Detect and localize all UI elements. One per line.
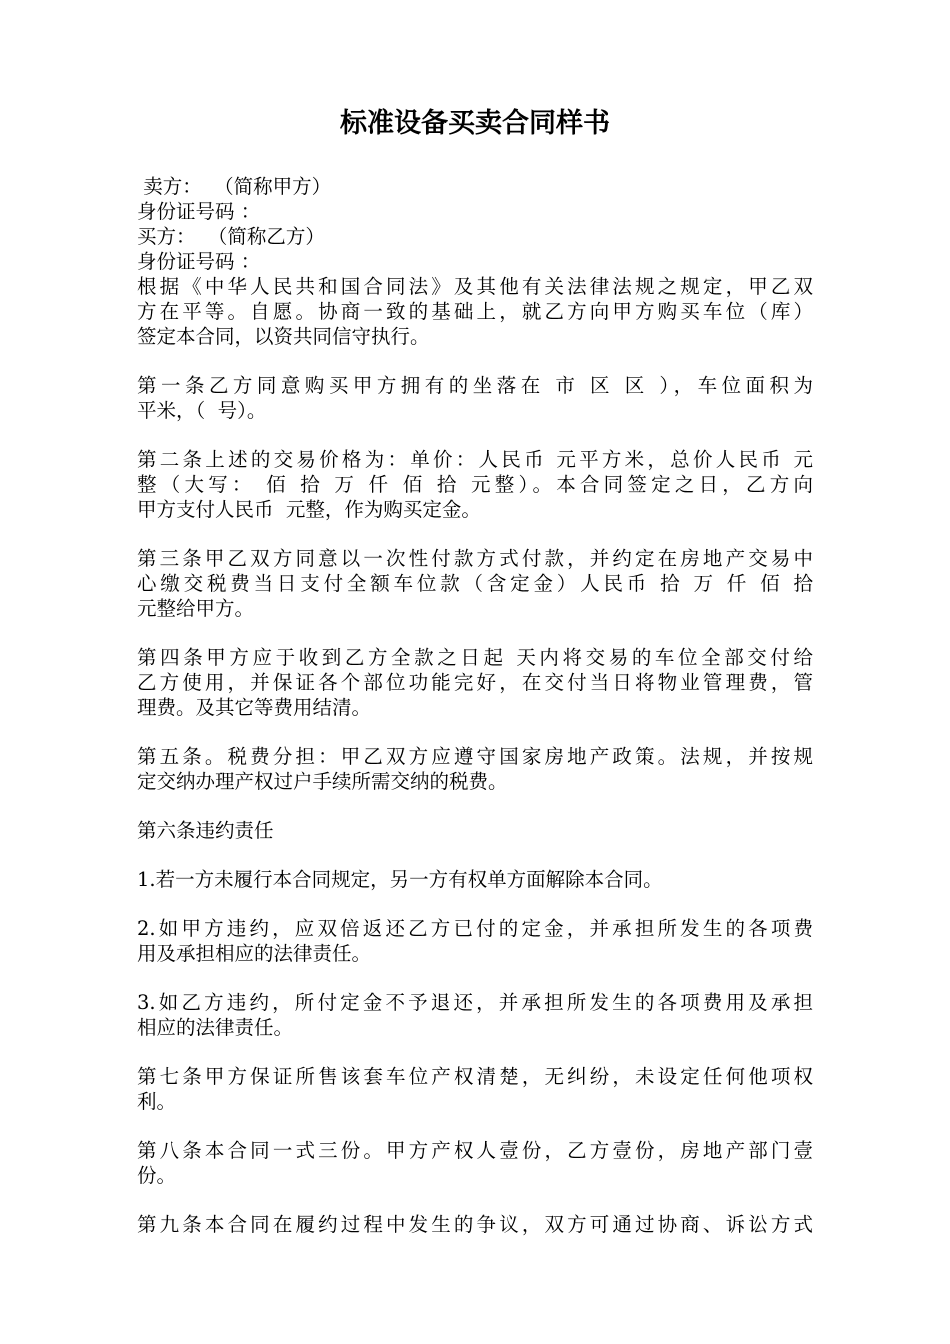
- paragraph-line: 方在平等。自愿。协商一致的基础上，就乙方向甲方购买车位（库）: [137, 300, 813, 323]
- paragraph-line: 心缴交税费当日支付全额车位款（含定金）人民币 拾 万 仟 佰 拾: [137, 572, 813, 595]
- paragraph-article-3: [137, 546, 813, 621]
- paragraph-gap: [137, 349, 813, 373]
- document-title: 标准设备买卖合同样书: [340, 108, 610, 139]
- paragraph-line: 理费。及其它等费用结清。: [137, 696, 372, 719]
- seller-line: 卖方： （简称甲方）: [137, 175, 332, 198]
- paragraph-line: 签定本合同，以资共同信守执行。: [137, 325, 430, 348]
- paragraph-article-6: [137, 818, 813, 843]
- paragraph-gap: [137, 794, 813, 818]
- paragraph-line: 第五条。税费分担：甲乙双方应遵守国家房地产政策。法规，并按规: [137, 745, 813, 768]
- paragraph-line: 甲方支付人民币 元整，作为购买定金。: [137, 498, 481, 521]
- paragraph-gap: [137, 1040, 813, 1064]
- paragraph-article-5: [137, 744, 813, 794]
- paragraph-article-4: [137, 645, 813, 720]
- paragraph-article-7: [137, 1064, 813, 1114]
- paragraph-article-2: [137, 447, 813, 522]
- paragraph-line: 2.如甲方违约，应双倍返还乙方已付的定金，并承担所发生的各项费: [137, 917, 813, 940]
- paragraph-item-3: [137, 990, 813, 1040]
- paragraph-line: 第一条乙方同意购买甲方拥有的坐落在 市 区 区 ），车位面积为: [137, 374, 813, 397]
- paragraph-preamble: [137, 274, 813, 349]
- paragraph-line: 第六条违约责任: [137, 819, 274, 842]
- paragraph-article-1: [137, 373, 813, 423]
- paragraph-line: 相应的法律责任。: [137, 1016, 294, 1039]
- paragraph-article-9: [137, 1212, 813, 1237]
- seller-id-line: 身份证号码 ：: [137, 200, 261, 223]
- paragraph-article-8: [137, 1138, 813, 1188]
- paragraph-line: 乙方使用，并保证各个部位功能完好，在交付当日将物业管理费，管: [137, 671, 813, 694]
- paragraph-line: 份。: [137, 1164, 177, 1187]
- paragraph-gap: [137, 1114, 813, 1138]
- paragraph-gap: [137, 522, 813, 546]
- paragraph-line: 平米，（ 号）。: [137, 399, 267, 422]
- paragraph-gap: [137, 1188, 813, 1212]
- paragraph-line: 第三条甲乙双方同意以一次性付款方式付款，并约定在房地产交易中: [137, 547, 813, 570]
- paragraph-line: 定交纳办理产权过户手续所需交纳的税费。: [137, 770, 508, 793]
- paragraph-line: 第四条甲方应于收到乙方全款之日起 天内将交易的车位全部交付给: [137, 646, 813, 669]
- paragraph-gap: [137, 720, 813, 744]
- document-body: [137, 174, 813, 1237]
- paragraph-gap: [137, 892, 813, 916]
- paragraph-item-2: [137, 916, 813, 966]
- buyer-line: 买方： （简称乙方）: [137, 225, 325, 248]
- paragraph-line: 第八条本合同一式三份。甲方产权人壹份，乙方壹份，房地产部门壹: [137, 1139, 813, 1162]
- paragraph-line: 第九条本合同在履约过程中发生的争议，双方可通过协商、诉讼方式: [137, 1213, 813, 1236]
- paragraph-line: 3.如乙方违约，所付定金不予退还，并承担所发生的各项费用及承担: [137, 991, 813, 1014]
- paragraph-line: 元整给甲方。: [137, 597, 255, 620]
- paragraph-gap: [137, 966, 813, 990]
- paragraph-line: 第二条上述的交易价格为：单价：人民币 元平方米，总价人民币 元: [137, 448, 813, 471]
- paragraph-line: 根据《中华人民共和国合同法》及其他有关法律法规之规定，甲乙双: [137, 275, 813, 298]
- paragraph-line: 第七条甲方保证所售该套车位产权清楚，无纠纷，未设定任何他项权: [137, 1065, 813, 1088]
- buyer-id-line: 身份证号码 ：: [137, 250, 261, 273]
- paragraph-line: 用及承担相应的法律责任。: [137, 942, 372, 965]
- paragraph-line: 整（大写： 佰 拾 万 仟 佰 拾 元整）。本合同签定之日，乙方向: [137, 473, 813, 496]
- paragraph-gap: [137, 423, 813, 447]
- paragraph-gap: [137, 843, 813, 867]
- paragraph-item-1: [137, 867, 813, 892]
- paragraph-line: 利。: [137, 1090, 177, 1113]
- paragraph-gap: [137, 621, 813, 645]
- paragraph-line: 1.若一方未履行本合同规定，另一方有权单方面解除本合同。: [137, 868, 663, 891]
